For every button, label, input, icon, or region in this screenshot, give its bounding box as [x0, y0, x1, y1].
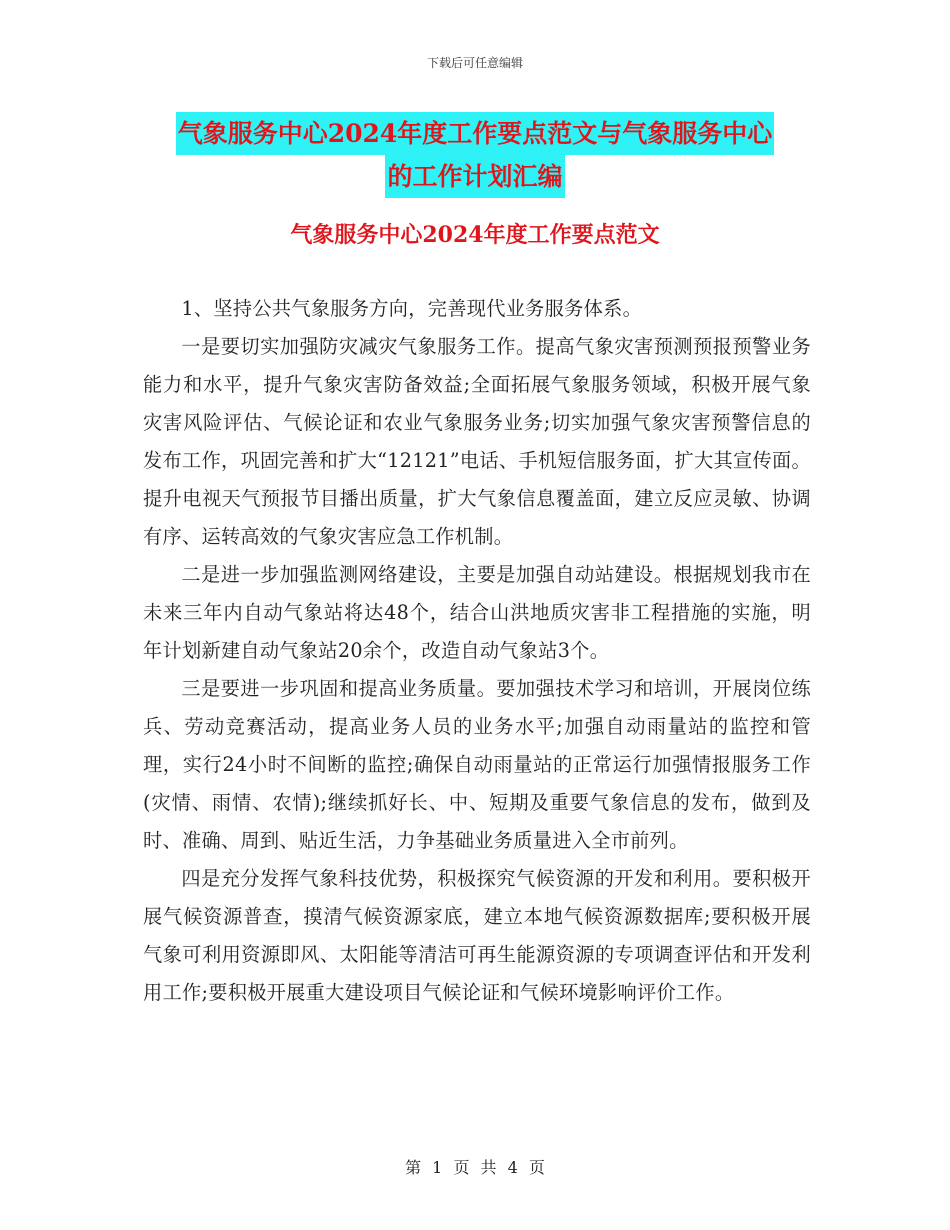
paragraph-2: 一是要切实加强防灾减灾气象服务工作。提高气象灾害预测预报预警业务能力和水平，提升气象灾害防备效益;全面拓展气象服务领域，积极开展气象灾害风险评估、气候论证和农业气象服务业务;切实加强气象灾害预警信息的发布工作，巩固完善和扩大“12121”电话、手机短信服务面，扩大其宣传面。提升电视天气预报节目播出质量，扩大气象信息覆盖面，建立反应灵敏、协调有序、运转高效的气象灾害应急工作机制。 — [143, 335, 811, 548]
paragraph-3: 二是进一步加强监测网络建设，主要是加强自动站建设。根据规划我市在未来三年内自动气象站将达48个，结合山洪地质灾害非工程措施的实施，明年计划新建自动气象站20余个，改造自动气象站3个。 — [143, 563, 811, 662]
paragraph-5: 四是充分发挥气象科技优势，积极探究气候资源的开发和利用。要积极开展气候资源普查，摸清气候资源家底，建立本地气候资源数据库;要积极开展气象可利用资源即风、太阳能等清洁可再生能源资源的专项调查评估和开发利用工作;要积极开展重大建设项目气候论证和气候环境影响评价工作。 — [143, 867, 811, 1004]
header-note: 下载后可任意编辑 — [426, 56, 523, 70]
document-title-line-2: 的工作计划汇编 — [385, 155, 564, 198]
page-footer: 第 1 页 共 4 页 — [405, 1158, 545, 1177]
document-title — [0, 112, 950, 198]
document-title-line-1: 气象服务中心2024年度工作要点范文与气象服务中心 — [176, 112, 775, 155]
paragraph-1: 1、坚持公共气象服务方向，完善现代业务服务体系。 — [181, 297, 643, 320]
document-body — [143, 290, 811, 1012]
paragraph-4: 三是要进一步巩固和提高业务质量。要加强技术学习和培训，开展岗位练兵、劳动竞赛活动，提高业务人员的业务水平;加强自动雨量站的监控和管理，实行24小时不间断的监控;确保自动雨量站的正常运行加强情报服务工作(灾情、雨情、农情);继续抓好长、中、短期及重要气象信息的发布，做到及时、准确、周到、贴近生活，力争基础业务质量进入全市前列。 — [143, 677, 811, 852]
section-heading: 气象服务中心2024年度工作要点范文 — [290, 222, 660, 248]
